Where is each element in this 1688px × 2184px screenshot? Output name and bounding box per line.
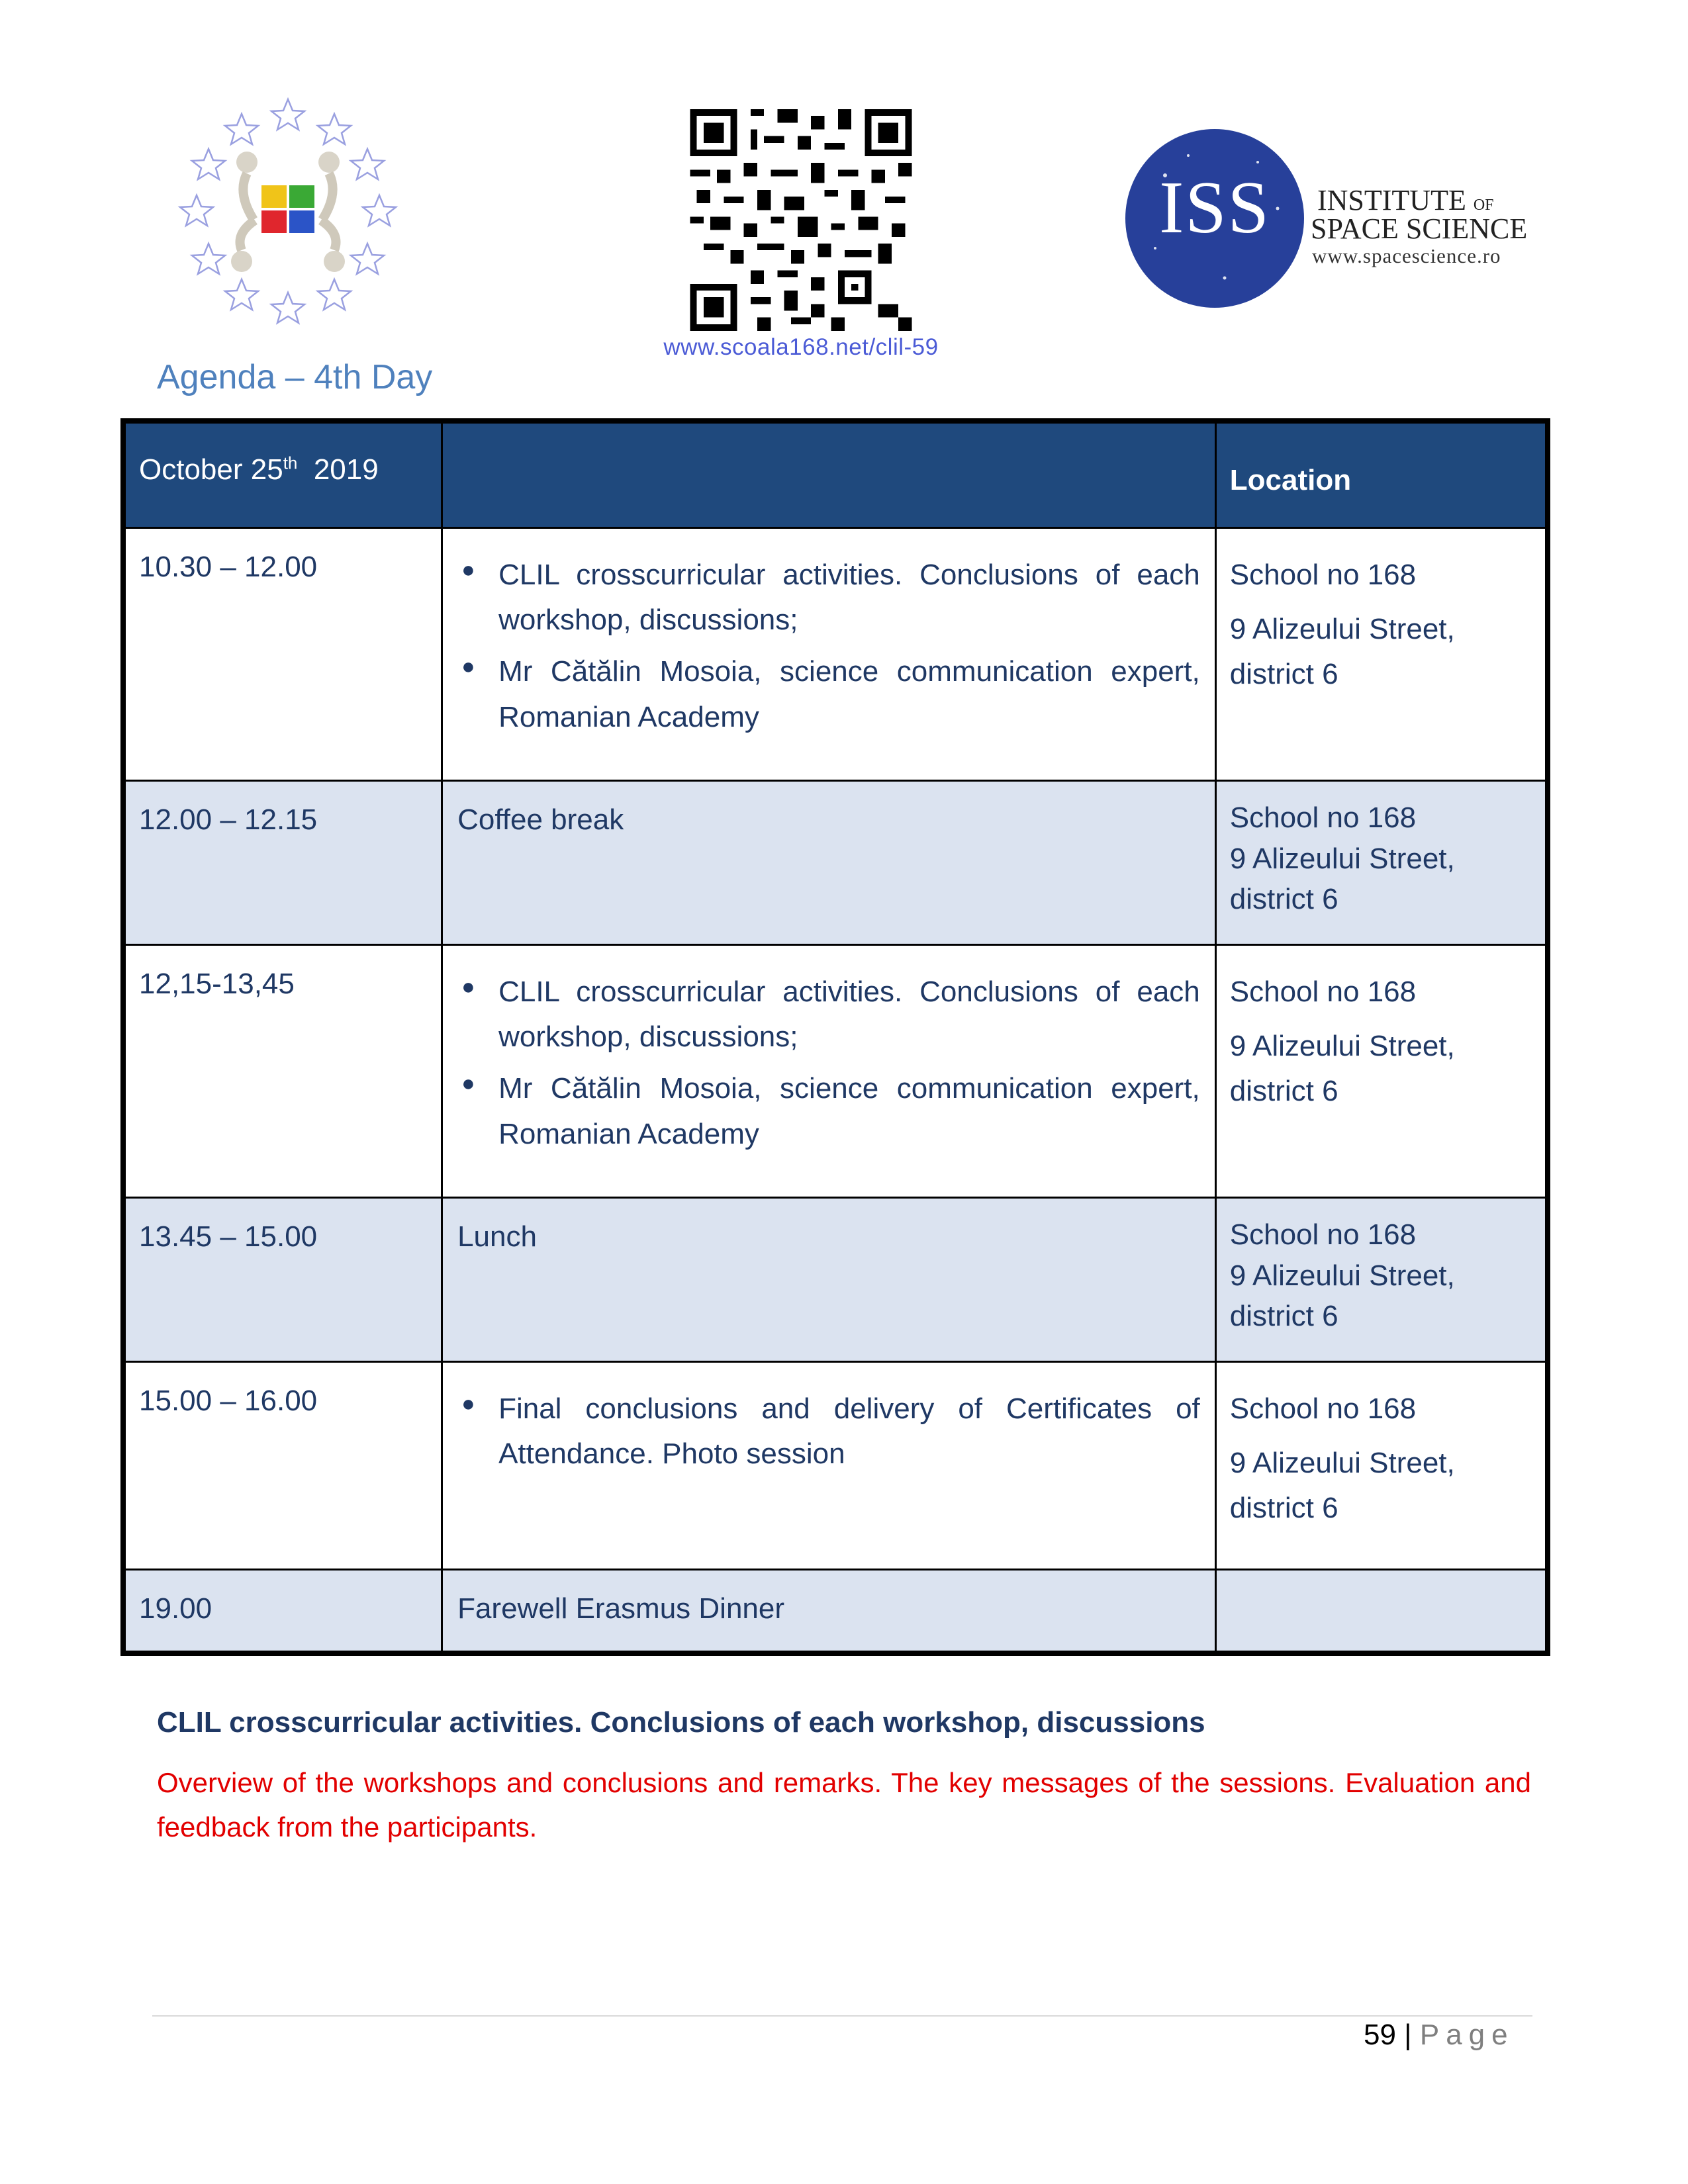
agenda-table — [120, 418, 1550, 1656]
activity-bullet: ● Mr Cătălin Mosoia, science communication expert, Romanian Academy — [498, 649, 1200, 739]
row-location — [1215, 1198, 1548, 1362]
iss-logo-circle — [1125, 129, 1304, 308]
row-activity — [442, 528, 1216, 781]
row-activity: Farewell Erasmus Dinner — [442, 1570, 1216, 1653]
row-time: 19.00 — [123, 1570, 442, 1653]
page-number — [1364, 2019, 1515, 2052]
header-location: Location — [1215, 421, 1548, 528]
qr-code-url[interactable]: www.scoala168.net/clil-59 — [663, 334, 939, 360]
figures-icon — [231, 152, 345, 272]
row-activity: Coffee break — [442, 781, 1216, 945]
footer-divider — [152, 2015, 1532, 2017]
location-line: 9 Alizeului Street, — [1229, 1447, 1455, 1480]
row-activity — [442, 1362, 1216, 1570]
table-row — [123, 1570, 1548, 1653]
location-line: district 6 — [1229, 883, 1338, 916]
location-line: 9 Alizeului Street, — [1229, 613, 1455, 646]
row-location — [1215, 781, 1548, 945]
table-row — [123, 528, 1548, 781]
table-header-row — [123, 421, 1548, 528]
header-date-prefix: October 25 — [139, 453, 283, 486]
table-row — [123, 1362, 1548, 1570]
row-time: 12,15-13,45 — [123, 945, 442, 1198]
header-date-suffix: th — [283, 453, 298, 473]
iss-logo-letters: ISS — [1159, 167, 1270, 249]
activity-bullet: ● Final conclusions and delivery of Certificates of Attendance. Photo session — [498, 1387, 1200, 1477]
row-time: 12.00 – 12.15 — [123, 781, 442, 945]
activity-bullet-list — [457, 553, 1200, 740]
page-number-separator: | — [1395, 2019, 1420, 2051]
location-line: School no 168 — [1229, 559, 1417, 591]
page-label: Page — [1419, 2019, 1515, 2051]
row-time: 13.45 – 15.00 — [123, 1198, 442, 1362]
star-ring-icon — [180, 99, 396, 323]
iss-logo-space-science-text: SPACE SCIENCE — [1311, 212, 1528, 245]
location-line: district 6 — [1229, 1075, 1338, 1108]
header-date-year: 2019 — [297, 453, 379, 486]
location-line: district 6 — [1229, 1492, 1338, 1525]
table-row — [123, 1198, 1548, 1362]
erasmus-project-logo — [169, 93, 407, 331]
table-row — [123, 945, 1548, 1198]
activity-bullet: ● CLIL crosscurricular activities. Conclusions of each workshop, discussions; — [498, 553, 1200, 643]
puzzle-pieces-icon — [261, 185, 314, 233]
row-location — [1215, 528, 1548, 781]
activity-bullet: ● CLIL crosscurricular activities. Conclusions of each workshop, discussions; — [498, 970, 1200, 1060]
location-line: 9 Alizeului Street, — [1229, 842, 1455, 875]
location-line: School no 168 — [1229, 1218, 1417, 1251]
row-time: 15.00 – 16.00 — [123, 1362, 442, 1570]
row-activity — [442, 945, 1216, 1198]
location-line: School no 168 — [1229, 976, 1417, 1008]
activity-bullet-list — [457, 1387, 1200, 1477]
iss-logo-line1: INSTITUTE — [1317, 184, 1466, 216]
location-line: district 6 — [1229, 658, 1338, 691]
location-line: 9 Alizeului Street, — [1229, 1259, 1455, 1292]
row-location — [1215, 945, 1548, 1198]
section-heading: CLIL crosscurricular activities. Conclusions of each workshop, discussions — [157, 1706, 1205, 1739]
row-location — [1215, 1570, 1548, 1653]
activity-bullet: ● Mr Cătălin Mosoia, science communication expert, Romanian Academy — [498, 1066, 1200, 1156]
activity-bullet-list — [457, 970, 1200, 1157]
location-line: district 6 — [1229, 1300, 1338, 1333]
agenda-title: Agenda – 4th Day — [157, 358, 433, 396]
iss-logo — [1125, 129, 1556, 308]
qr-code[interactable] — [688, 109, 914, 331]
table-row — [123, 781, 1548, 945]
section-body: Overview of the workshops and conclusions and remarks. The key messages of the sessions. Evaluation and feedback from the participants. — [157, 1767, 1531, 1843]
iss-logo-website-text: www.spacescience.ro — [1312, 244, 1501, 267]
header-date — [123, 421, 442, 528]
iss-logo-line1-small: OF — [1473, 197, 1494, 214]
row-time: 10.30 – 12.00 — [123, 528, 442, 781]
location-line: 9 Alizeului Street, — [1229, 1030, 1455, 1063]
location-line: School no 168 — [1229, 1392, 1417, 1425]
header-activity — [442, 421, 1216, 528]
row-activity: Lunch — [442, 1198, 1216, 1362]
row-location — [1215, 1362, 1548, 1570]
location-line: School no 168 — [1229, 801, 1417, 834]
page-number-value: 59 — [1364, 2019, 1396, 2051]
